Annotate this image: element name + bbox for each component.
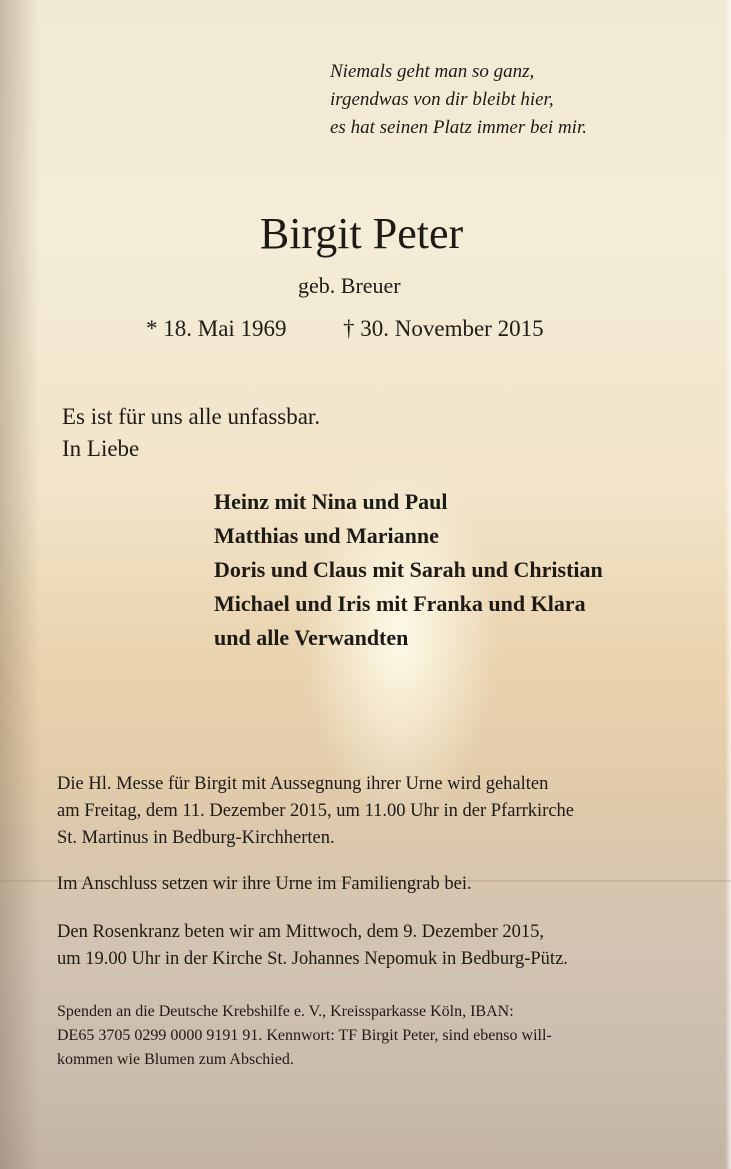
donation-line: Spenden an die Deutsche Krebshilfe e. V., Kreissparkasse Köln, IBAN:	[57, 1003, 514, 1020]
family-member: Doris und Claus mit Sarah und Christian	[214, 557, 603, 582]
family-member: Michael und Iris mit Franka und Klara	[214, 591, 586, 616]
family-member: Matthias und Marianne	[214, 523, 439, 548]
urn-burial-info: Im Anschluss setzen wir ihre Urne im Familiengrab bei.	[57, 874, 472, 894]
poem-line: Niemals geht man so ganz,	[330, 61, 535, 82]
mourning-message: Es ist für uns alle unfassbar.	[62, 404, 321, 429]
poem	[330, 58, 587, 142]
death-date: † 30. November 2015	[343, 316, 544, 341]
page-shadow	[0, 0, 40, 1169]
poem-line: irgendwas von dir bleibt hier,	[330, 89, 554, 110]
rosary-line: um 19.00 Uhr in der Kirche St. Johannes Nepomuk in Bedburg-Pütz.	[57, 949, 568, 969]
deceased-name: Birgit Peter	[259, 209, 464, 258]
rosary-line: Den Rosenkranz beten wir am Mittwoch, dem 9. Dezember 2015,	[57, 922, 545, 942]
family-member: und alle Verwandten	[214, 625, 409, 650]
donation-line: kommen wie Blumen zum Abschied.	[57, 1051, 294, 1068]
family-member: Heinz mit Nina und Paul	[214, 489, 448, 514]
mass-info	[57, 771, 574, 852]
family-list	[214, 485, 603, 655]
mass-line: Die Hl. Messe für Birgit mit Aussegnung ihrer Urne wird gehalten	[57, 774, 549, 794]
birth-date: * 18. Mai 1969	[146, 316, 287, 341]
deceased-name-block	[0, 208, 731, 259]
donation-line: DE65 3705 0299 0000 9191 91. Kennwort: TF Birgit Peter, sind ebenso will-	[57, 1027, 552, 1044]
poem-line: es hat seinen Platz immer bei mir.	[330, 117, 588, 138]
mass-line: St. Martinus in Bedburg-Kirchherten.	[57, 828, 335, 848]
rosary-info	[57, 919, 568, 973]
maiden-name: geb. Breuer	[298, 273, 401, 298]
mass-line: am Freitag, dem 11. Dezember 2015, um 11.00 Uhr in der Pfarrkirche	[57, 801, 574, 821]
donation-info	[57, 1000, 552, 1072]
page-edge	[725, 0, 731, 1169]
in-love-line: In Liebe	[62, 436, 140, 461]
